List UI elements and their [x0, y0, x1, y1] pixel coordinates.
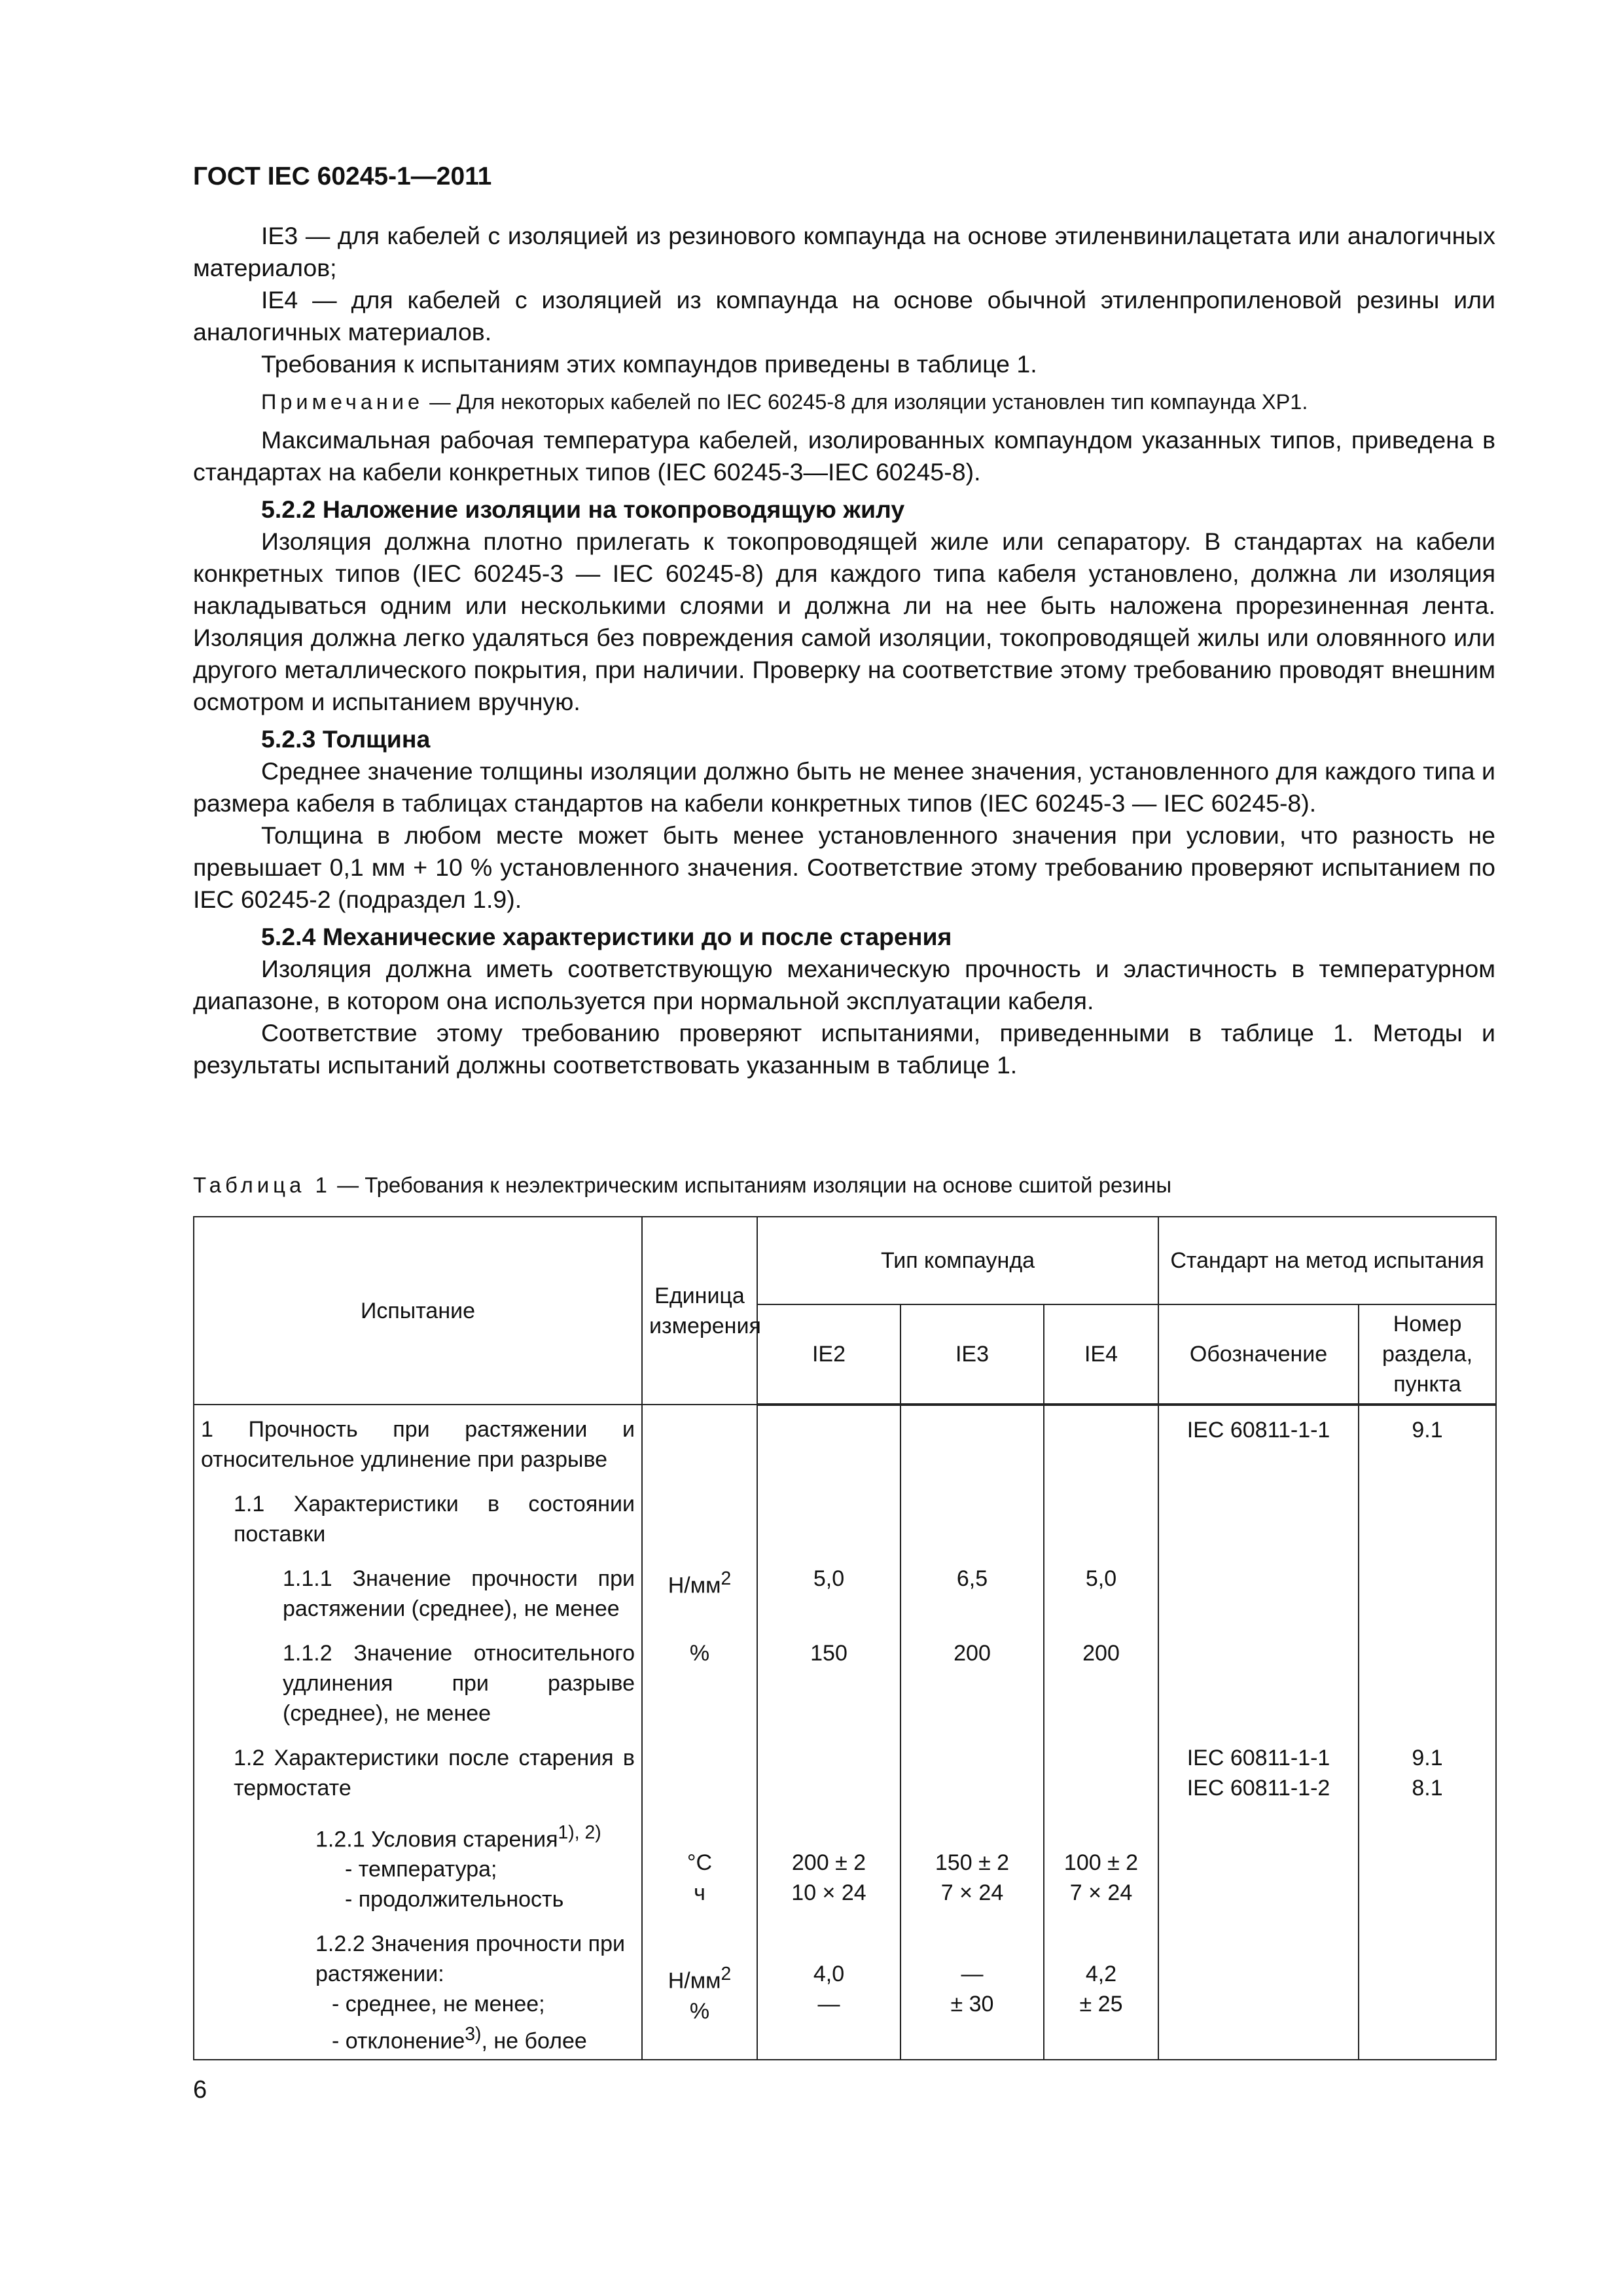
cell-test: 1.1 Характеристики в состоянии поставки: [194, 1489, 642, 1564]
cell-test: 1.1.1 Значение прочности при растяжении (среднее), не менее: [194, 1564, 642, 1638]
cell-ie4: [1044, 1489, 1158, 1564]
cell-section: [1359, 1818, 1496, 1929]
table-caption-label: Таблица 1: [193, 1173, 331, 1197]
cell-unit: %: [642, 1638, 757, 1743]
cell-section: [1359, 1929, 1496, 2059]
cell-ie3: [901, 1405, 1044, 1489]
cell-ie3: 200: [901, 1638, 1044, 1743]
paragraph: Среднее значение толщины изоляции должно быть не менее значения, установленного для каждого типа и размера кабеля в таблицах стандартов на кабели конкретных типов (IEC 60245-3 — IEC 60245-8).: [193, 757, 1495, 817]
cell-designation: [1158, 1564, 1359, 1638]
col-header-section: Номер раздела, пункта: [1359, 1304, 1496, 1405]
test-line: 1.2.2 Значения прочности при растяжении:: [315, 1931, 625, 1987]
cell-unit: [642, 1564, 757, 1638]
cell-designation: [1158, 1638, 1359, 1743]
test-line: [201, 1818, 635, 1854]
cell-ie2: 150: [757, 1638, 901, 1743]
cell-ie4: [1044, 1818, 1158, 1929]
cell-designation: [1158, 1929, 1359, 2059]
col-header-unit: Единица измерения: [642, 1217, 757, 1405]
cell-ie4: [1044, 1743, 1158, 1818]
value-line: 100 ± 2: [1063, 1850, 1139, 1875]
cell-designation: [1158, 1818, 1359, 1929]
test-text: , не более: [481, 2028, 587, 2054]
cell-test: 1.1.2 Значение относительного удлинения при разрыве (среднее), не менее: [194, 1638, 642, 1743]
table-row: [194, 1405, 1496, 1489]
test-line: - продолжительность: [345, 1887, 564, 1912]
unit-line: %: [689, 1998, 710, 2024]
value-line: 200 ± 2: [791, 1850, 866, 1875]
cell-ie3: [901, 1489, 1044, 1564]
cell-section: [1359, 1564, 1496, 1638]
value-line: —: [817, 1992, 840, 2017]
section-heading-5-2-2: 5.2.2 Наложение изоляции на токопроводящую жилу: [261, 495, 905, 523]
value-line: 150 ± 2: [935, 1850, 1010, 1875]
cell-unit: [642, 1405, 757, 1489]
cell-designation: [1158, 1743, 1359, 1818]
test-text: - отклонение: [332, 2028, 465, 2054]
value-line: ± 30: [950, 1992, 994, 2017]
cell-unit: [642, 1743, 757, 1818]
cell-ie3: [901, 1818, 1044, 1929]
note-label: Примечание: [261, 390, 424, 414]
value-line: 4,2: [1085, 1962, 1117, 1987]
col-header-test-standard: Стандарт на метод испытания: [1158, 1217, 1496, 1304]
cell-section: [1359, 1743, 1496, 1818]
col-header-ie2: IE2: [757, 1304, 901, 1405]
cell-ie4: 5,0: [1044, 1564, 1158, 1638]
paragraph: Толщина в любом месте может быть менее установленного значения при условии, что разность не превышает 0,1 мм + 10 % установленного значения. Соответствие этому требованию проверяют испытанием по IEC 60245-2 (подраздел 1.9).: [193, 821, 1495, 913]
cell-ie4: [1044, 1929, 1158, 2059]
paragraph: Изоляция должна плотно прилегать к токопроводящей жиле или сепаратору. В стандартах на кабели конкретных типов (IEC 60245-3 — IEC 60245-8) для каждого типа кабеля установлено, должна ли изоляция накладываться одним или несколькими слоями и должна ли на нее быть наложена прорезиненная лента. Изоляция должна легко удаляться без повреждения самой изоляции, токопроводящей жилы или оловянного или другого металлического покрытия, при наличии. Проверку на соответствие этому требованию проводят внешним осмотром и испытанием вручную.: [193, 528, 1495, 715]
unit-superscript: 2: [721, 1964, 732, 1985]
cell-designation: [1158, 1489, 1359, 1564]
test-line: - температура;: [345, 1857, 497, 1882]
note-text: — Для некоторых кабелей по IEC 60245-8 для изоляции установлен тип компаунда XP1.: [423, 390, 1308, 414]
cell-ie3: 6,5: [901, 1564, 1044, 1638]
section-heading-5-2-3: 5.2.3 Толщина: [261, 725, 431, 753]
table-row: [194, 1489, 1496, 1564]
col-header-compound-type: Тип компаунда: [757, 1217, 1158, 1304]
col-header-designation: Обозначение: [1158, 1304, 1359, 1405]
note: [193, 386, 1495, 418]
cell-test: [194, 1818, 642, 1929]
footnote-ref: 1), 2): [558, 1822, 601, 1843]
col-header-ie3: IE3: [901, 1304, 1044, 1405]
section-line: 9.1: [1412, 1746, 1443, 1770]
cell-ie4: 200: [1044, 1638, 1158, 1743]
table-caption-text: — Требования к неэлектрическим испытаниям изоляции на основе сшитой резины: [330, 1173, 1172, 1197]
cell-ie2: 5,0: [757, 1564, 901, 1638]
paragraph: Максимальная рабочая температура кабелей, изолированных компаундом указанных типов, приведена в стандартах на кабели конкретных типов (IEC 60245-3—IEC 60245-8).: [193, 426, 1495, 486]
table-row: [194, 1929, 1496, 2059]
table-row: [194, 1638, 1496, 1743]
cell-unit: [642, 1489, 757, 1564]
designation-line: IEC 60811-1-1: [1186, 1746, 1330, 1770]
section-line: 8.1: [1412, 1776, 1443, 1801]
unit-superscript: 2: [721, 1568, 732, 1589]
unit-line: ч: [694, 1880, 705, 1905]
value-line: 10 × 24: [791, 1880, 866, 1905]
col-header-test: Испытание: [194, 1217, 642, 1405]
value-line: —: [961, 1962, 984, 1987]
unit-text: Н/мм: [668, 1573, 721, 1598]
cell-test: [194, 1929, 642, 2059]
paragraph: IE3 — для кабелей с изоляцией из резинового компаунда на основе этиленвинилацетата или аналогичных материалов;: [193, 222, 1495, 281]
value-line: 7 × 24: [940, 1880, 1004, 1905]
table-caption: [193, 1173, 1171, 1198]
cell-designation: IEC 60811-1-1: [1158, 1405, 1359, 1489]
test-name: 1.2.1 Условия старения: [315, 1827, 558, 1852]
cell-ie2: [757, 1489, 901, 1564]
table-row: [194, 1564, 1496, 1638]
cell-test: 1.2 Характеристики после старения в термостате: [194, 1743, 642, 1818]
test-line: - среднее, не менее;: [332, 1992, 545, 2017]
paragraph: IE4 — для кабелей с изоляцией из компаунда на основе обычной этиленпропиленовой резины или аналогичных материалов.: [193, 286, 1495, 346]
table-row: [194, 1743, 1496, 1818]
test-line: [201, 2019, 635, 2056]
paragraph: Соответствие этому требованию проверяют испытаниями, приведенными в таблице 1. Методы и результаты испытаний должны соответствовать указанным в таблице 1.: [193, 1019, 1495, 1079]
col-header-ie4: IE4: [1044, 1304, 1158, 1405]
document-header: ГОСТ IEC 60245-1—2011: [193, 162, 492, 190]
unit-text: Н/мм: [668, 1968, 721, 1994]
cell-ie2: [757, 1929, 901, 2059]
paragraph: Требования к испытаниям этих компаундов приведены в таблице 1.: [261, 350, 1037, 378]
table-row: [194, 1818, 1496, 1929]
cell-section: [1359, 1638, 1496, 1743]
body-text: [193, 220, 1495, 1081]
section-heading-5-2-4: 5.2.4 Механические характеристики до и после старения: [261, 923, 952, 950]
cell-ie3: [901, 1743, 1044, 1818]
unit-line: [649, 1959, 750, 1996]
page-number: 6: [193, 2076, 207, 2104]
value-line: 4,0: [813, 1962, 845, 1987]
requirements-table: [193, 1216, 1497, 2060]
cell-ie2: [757, 1743, 901, 1818]
value-line: ± 25: [1079, 1992, 1123, 2017]
cell-section: 9.1: [1359, 1405, 1496, 1489]
cell-ie3: [901, 1929, 1044, 2059]
unit-line: °C: [687, 1850, 713, 1875]
cell-ie2: [757, 1405, 901, 1489]
cell-ie2: [757, 1818, 901, 1929]
footnote-ref: 3): [465, 2024, 482, 2045]
designation-line: IEC 60811-1-2: [1186, 1776, 1330, 1801]
cell-unit: [642, 1818, 757, 1929]
cell-section: [1359, 1489, 1496, 1564]
cell-unit: [642, 1929, 757, 2059]
value-line: 7 × 24: [1069, 1880, 1133, 1905]
cell-ie4: [1044, 1405, 1158, 1489]
paragraph: Изоляция должна иметь соответствующую механическую прочность и эластичность в температурном диапазоне, в котором она используется при нормальной эксплуатации кабеля.: [193, 955, 1495, 1014]
cell-test: 1 Прочность при растяжении и относительное удлинение при разрыве: [194, 1405, 642, 1489]
